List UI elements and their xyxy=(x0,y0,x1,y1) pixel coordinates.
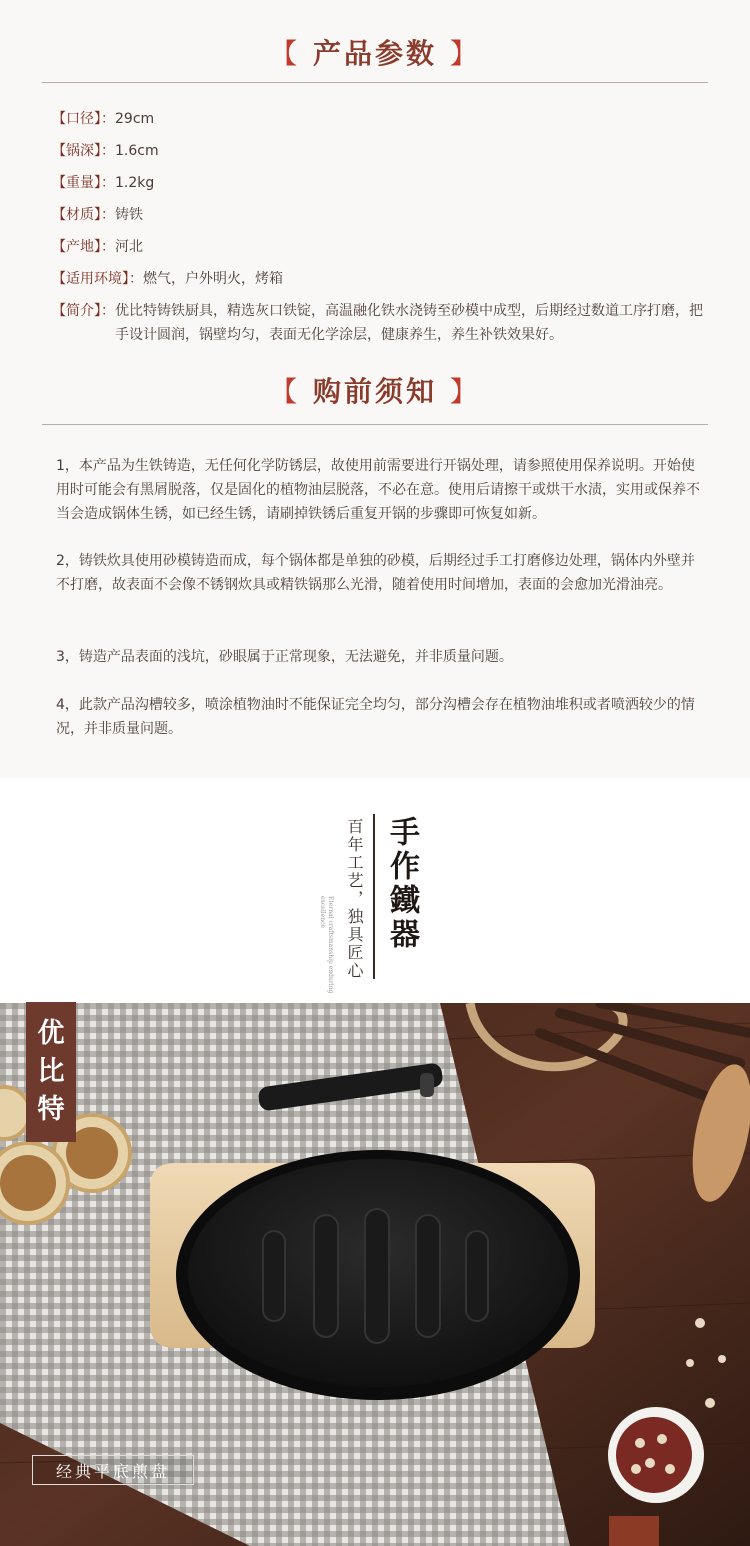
craft-slogan: 百年工艺，独具匠心 xyxy=(345,818,364,980)
param-row-environment xyxy=(52,267,283,291)
param-row-weight xyxy=(52,171,154,195)
product-caption: 经典平底煎盘 xyxy=(32,1455,194,1485)
bracket-right: 】 xyxy=(449,375,481,408)
vertical-divider xyxy=(373,814,375,979)
brand-logo xyxy=(26,1002,76,1142)
params-title-text: 产品参数 xyxy=(312,37,437,70)
divider xyxy=(42,82,708,83)
param-value: 燃气，户外明火，烤箱 xyxy=(143,271,283,287)
param-value: 1.6cm xyxy=(115,143,159,159)
param-value: 河北 xyxy=(115,239,143,255)
corner-accent xyxy=(609,1516,659,1546)
param-value: 铸铁 xyxy=(115,207,143,223)
param-row-intro xyxy=(52,299,712,347)
param-label: 【材质】： xyxy=(52,207,115,223)
bracket-left: 【 xyxy=(269,375,301,408)
param-row-origin xyxy=(52,235,143,259)
logo-char: 优 xyxy=(37,1018,65,1049)
param-label: 【简介】： xyxy=(52,303,115,319)
notice-item: 4，此款产品沟槽较多，喷涂植物油时不能保证完全均匀，部分沟槽会存在植物油堆积或者喷洒较少的情况，并非质量问题。 xyxy=(56,697,695,737)
param-label: 【锅深】： xyxy=(52,143,115,159)
param-row-depth xyxy=(52,139,159,163)
notice-item: 3，铸造产品表面的浅坑，砂眼属于正常现象，无法避免，并非质量问题。 xyxy=(56,649,513,665)
param-label: 【重量】： xyxy=(52,175,115,191)
craft-headline: 手作鐵器 xyxy=(384,816,419,952)
param-label: 【口径】： xyxy=(52,111,115,127)
notice-title-text: 购前须知 xyxy=(312,375,437,408)
notice-item: 2，铸铁炊具使用砂模铸造而成，每个锅体都是单独的砂模，后期经过手工打磨修边处理，锅体内外壁并不打磨，故表面不会像不锈钢炊具或精铁锅那么光滑，随着使用时间增加，表面的会愈加光滑油亮。 xyxy=(56,553,695,593)
notice-section-title xyxy=(0,370,750,410)
logo-char: 比 xyxy=(37,1056,65,1087)
bracket-right: 】 xyxy=(449,37,481,70)
craft-banner xyxy=(0,778,750,1003)
param-row-material xyxy=(52,203,143,227)
logo-char: 特 xyxy=(37,1094,65,1125)
param-value: 优比特铸铁厨具，精选灰口铁锭，高温融化铁水浇铸至砂模中成型，后期经过数道工序打磨，把手设计圆润，锅壁均匀，表面无化学涂层，健康养生，养生补铁效果好。 xyxy=(115,303,703,343)
param-row-diameter xyxy=(52,107,154,131)
params-section-title xyxy=(0,32,750,72)
bracket-left: 【 xyxy=(269,37,301,70)
param-label: 【适用环境】： xyxy=(52,271,143,287)
param-label: 【产地】： xyxy=(52,239,115,255)
notice-item: 1，本产品为生铁铸造，无任何化学防锈层，故使用前需要进行开锅处理，请参照使用保养说明。开始使用时可能会有黑屑脱落，仅是固化的植物油层脱落，不必在意。使用后请擦干或烘干水渍，实用或保养不当会造成锅体生锈，如已经生锈，请刷掉铁锈后重复开锅的步骤即可恢复如新。 xyxy=(56,458,700,522)
craft-fine-print: Eternal craftsmanship enduring excellence xyxy=(319,896,334,994)
divider xyxy=(42,424,708,425)
bean-bowl xyxy=(608,1407,704,1503)
param-value: 1.2kg xyxy=(115,175,155,191)
param-value: 29cm xyxy=(115,111,155,127)
